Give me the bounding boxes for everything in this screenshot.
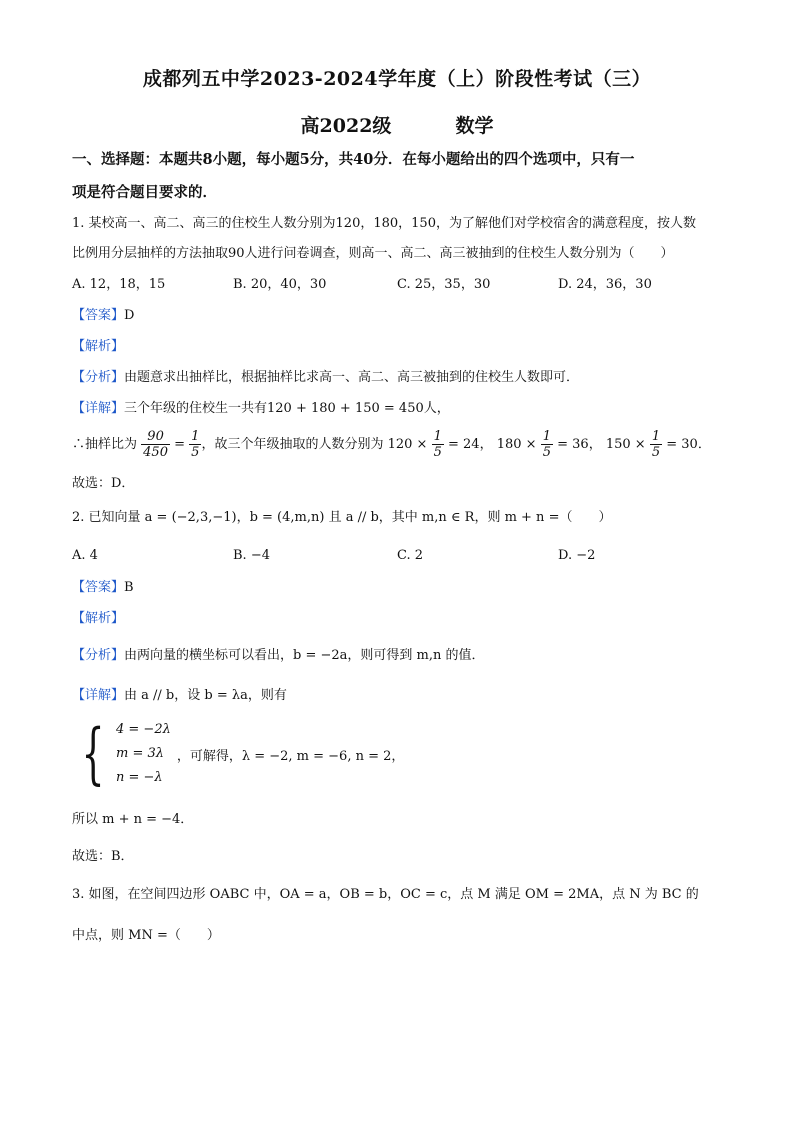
- exam-subtitle: [0, 111, 794, 138]
- calc2-pre: 180 ×: [496, 437, 537, 452]
- answer-tag: 【答案】: [72, 580, 125, 595]
- calc1-pre: 120 ×: [387, 437, 428, 452]
- q1-option-c: C. 25，35，30: [397, 277, 491, 292]
- fenxi-text: 由两向量的横坐标可以看出，b = −2a，则可得到 m,n 的值．: [124, 648, 485, 663]
- fraction-1-5: [432, 429, 444, 460]
- fraction-90-450: [141, 429, 170, 460]
- q1-stem-line2: 比例用分层抽样的方法抽取90人进行问卷调查，则高一、高二、高三被抽到的住校生人数分别为（ ）: [72, 246, 674, 261]
- frac-num: 1: [191, 429, 200, 444]
- calc3-pre: 150 ×: [605, 437, 646, 452]
- q3-stem-line2: 中点，则 MN =（ ）: [72, 928, 220, 943]
- brace-symbol: {: [81, 715, 105, 792]
- frac-num: 1: [651, 429, 661, 444]
- q1-option-a: A. 12，18，15: [72, 277, 166, 292]
- calc3-post: = 30．: [666, 437, 711, 452]
- q2-answer: [72, 578, 134, 598]
- q2-conclusion: 故选：B．: [72, 849, 134, 864]
- frac-num: 1: [542, 429, 551, 444]
- system-eq-2: m = 3λ: [116, 746, 164, 761]
- q2-detail: [72, 686, 287, 706]
- calc2-post: = 36，: [557, 437, 602, 452]
- q1-conclusion: 故选：D．: [72, 476, 135, 491]
- answer-value: B: [124, 580, 134, 595]
- analysis-tag: 【解析】: [72, 339, 125, 354]
- fenxi-tag: 【分析】: [72, 648, 125, 663]
- q2-analysis-tag: [72, 609, 124, 629]
- detail-tag: 【详解】: [72, 401, 125, 416]
- q1-detail: [72, 399, 450, 419]
- q1-fenxi: [72, 368, 579, 388]
- q3-stem-line1: 3. 如图，在空间四边形 OABC 中，OA = a，OB = b，OC = c，点 M 满足 OM = 2MA，点 N 为 BC 的: [72, 887, 699, 902]
- q2-option-c: C. 2: [397, 548, 424, 563]
- system-eq-3: n = −λ: [116, 770, 163, 785]
- fraction-1-5: [189, 429, 201, 460]
- q2-option-a: A. 4: [72, 548, 98, 563]
- q2-stem: 2. 已知向量 a = (−2,3,−1)，b = (4,m,n) 且 a // b，其中 m,n ∈ R，则 m + n =（ ）: [72, 510, 612, 525]
- q1-stem-line1: 1. 某校高一、高二、高三的住校生人数分别为120，180，150，为了解他们对学校宿舍的满意程度，按人数: [72, 216, 696, 231]
- frac-den: 5: [433, 445, 442, 460]
- section-heading-line1: 一、选择题：本题共8小题，每小题5分，共40分．在每小题给出的四个选项中，只有一: [72, 151, 635, 168]
- detail-text: 由 a // b，设 b = λa，则有: [124, 688, 287, 703]
- subject-label: 数学: [455, 115, 494, 137]
- frac-den: 450: [143, 445, 168, 460]
- system-eq-1: 4 = −2λ: [116, 722, 171, 737]
- answer-value: D: [124, 308, 135, 323]
- system-solution: ，可解得，λ = −2, m = −6, n = 2，: [176, 748, 405, 764]
- q1-answer: [72, 306, 134, 326]
- calc1-post: = 24，: [448, 437, 493, 452]
- frac-den: 5: [191, 445, 200, 460]
- q2-sum: 所以 m + n = −4．: [72, 812, 194, 827]
- detail-tag: 【详解】: [72, 688, 125, 703]
- q2-option-b: B. −4: [233, 548, 270, 563]
- ratio-mid: ，故三个年级抽取的人数分别为: [201, 437, 384, 452]
- q2-fenxi: [72, 646, 485, 666]
- equation-system: [72, 715, 405, 792]
- ratio-prefix: ∴抽样比为: [72, 437, 138, 452]
- frac-num: 1: [433, 429, 442, 444]
- system-lines: [116, 718, 171, 790]
- frac-den: 5: [542, 445, 551, 460]
- exam-title: 成都列五中学2023-2024学年度（上）阶段性考试（三）: [142, 68, 652, 90]
- q2-option-d: D. −2: [558, 548, 596, 563]
- frac-den: 5: [651, 445, 661, 460]
- q1-analysis-tag: [72, 337, 124, 357]
- q1-detail-fractions: ∴抽样比为 $\frac{90}{450}$ = $\frac{1}{5}$ ，故三个年级抽取的人数分别为 120 × $\frac{1}{5}$ = 24， 180 × $\frac{1}{5}$ = 36， 150 × $\frac{1}{5}$ = 30．: [72, 429, 711, 460]
- frac-num: 90: [141, 429, 170, 445]
- fraction-1-5: [541, 429, 553, 460]
- fenxi-text: 由题意求出抽样比，根据抽样比求高一、高二、高三被抽到的住校生人数即可．: [124, 370, 580, 385]
- section-heading-line2: 项是符合题目要求的．: [72, 184, 217, 201]
- grade-label: 高2022级: [300, 115, 392, 137]
- answer-tag: 【答案】: [72, 308, 125, 323]
- analysis-tag: 【解析】: [72, 611, 125, 626]
- detail-text: 三个年级的住校生一共有120 + 180 + 150 = 450人，: [124, 401, 450, 416]
- q1-option-d: D. 24，36，30: [558, 277, 652, 292]
- fraction-1-5: [650, 429, 662, 460]
- q1-option-b: B. 20，40，30: [233, 277, 327, 292]
- fenxi-tag: 【分析】: [72, 370, 125, 385]
